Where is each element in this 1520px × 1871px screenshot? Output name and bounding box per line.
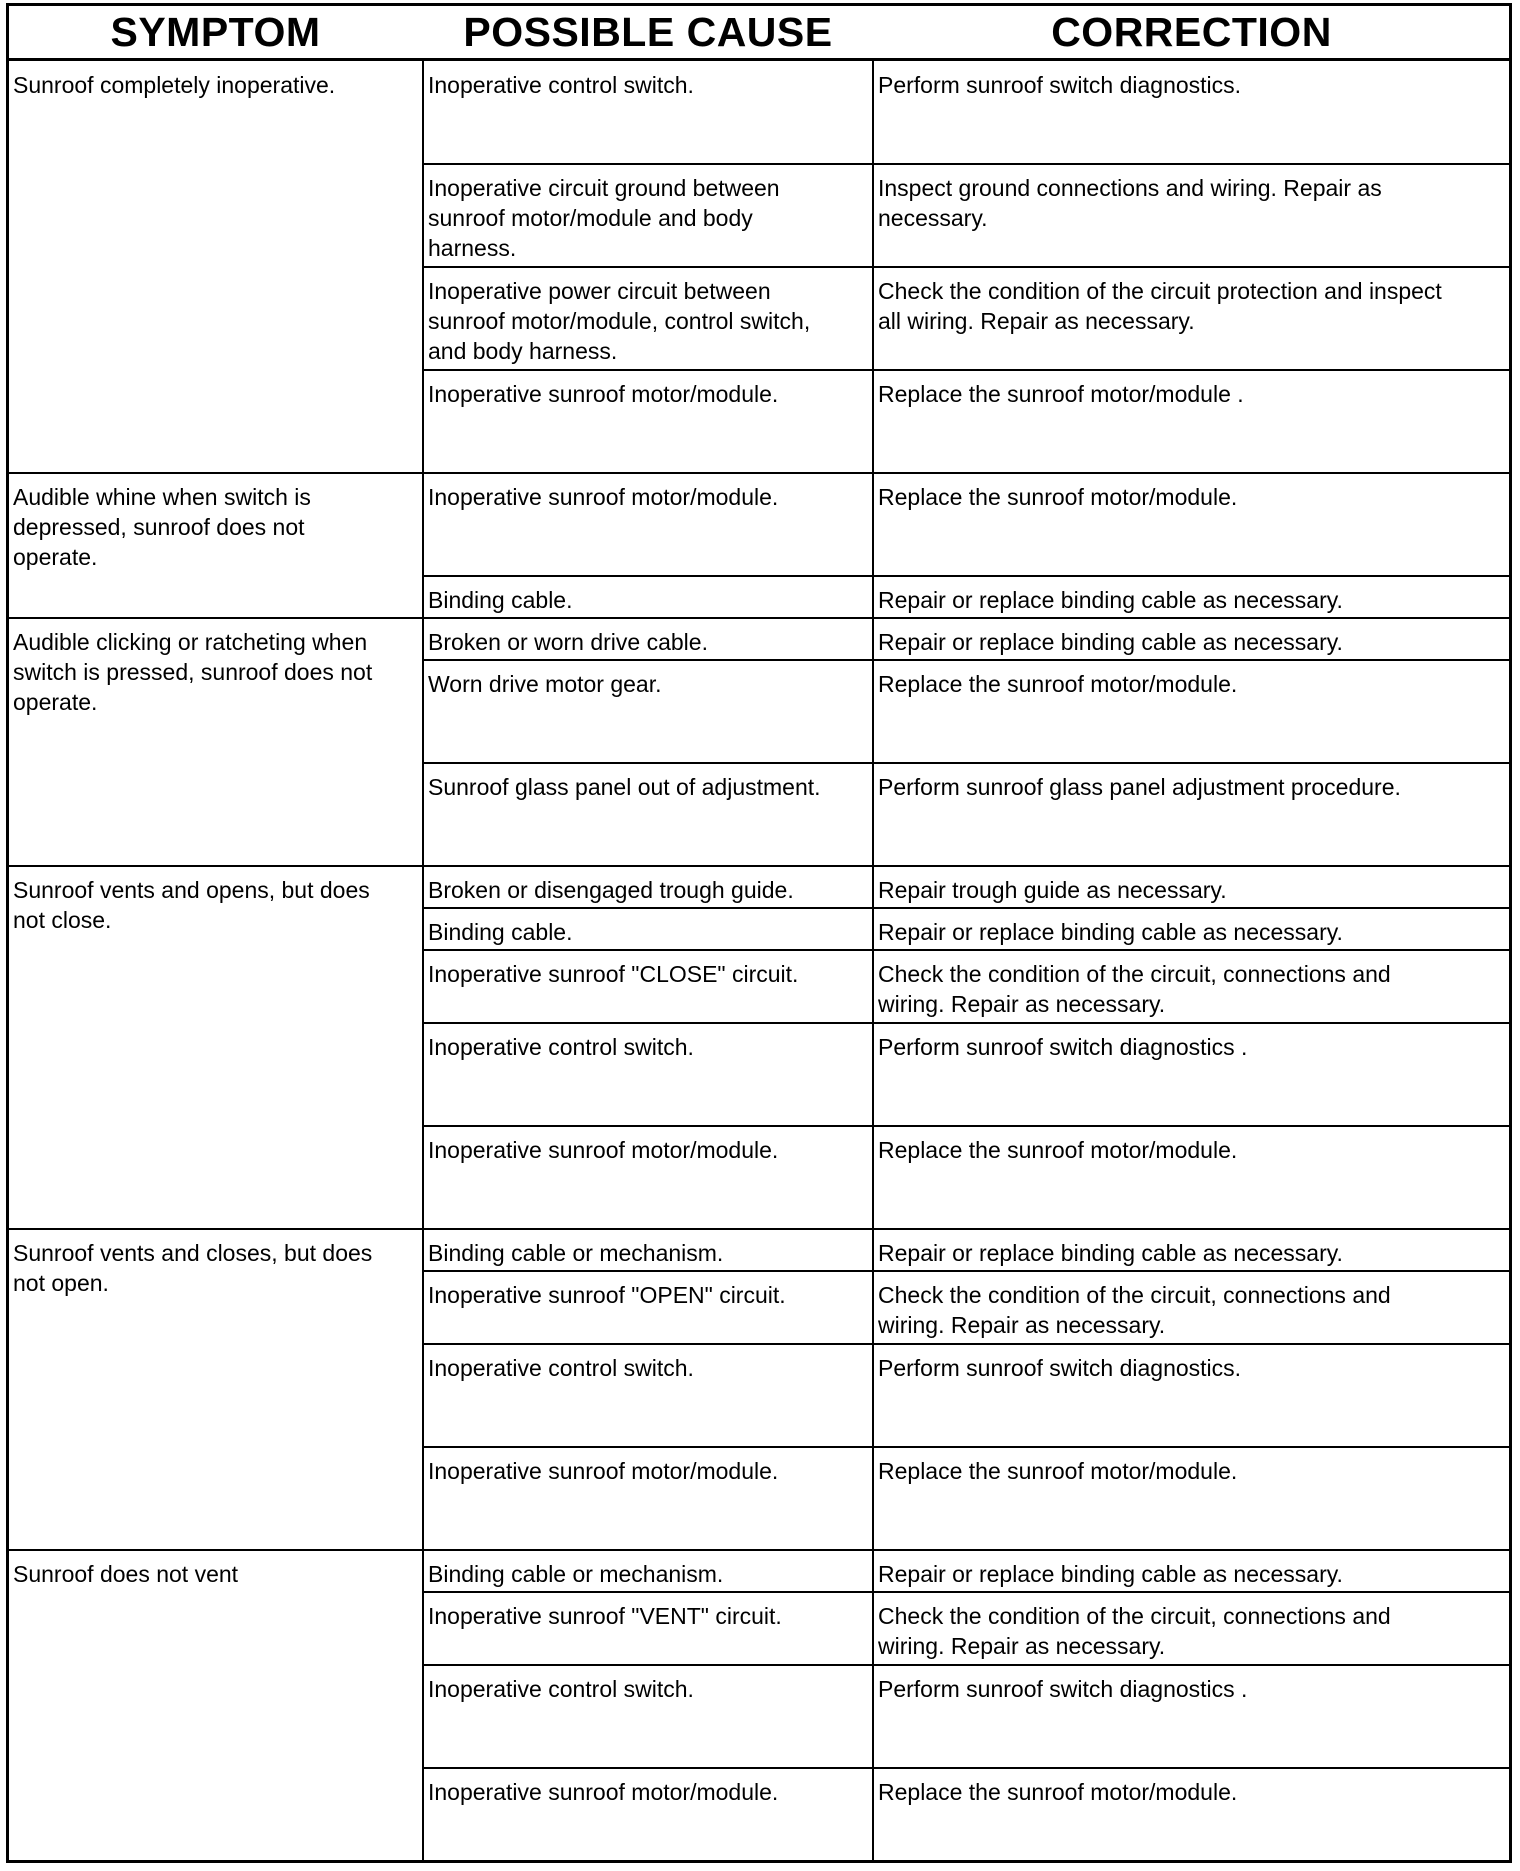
cause-cell: Inoperative sunroof "CLOSE" circuit. <box>428 961 799 987</box>
cause-cell: Binding cable. <box>428 587 573 613</box>
correction-cell: Perform sunroof switch diagnostics. <box>878 1355 1242 1381</box>
correction-cell: Repair or replace binding cable as necessary. <box>878 629 1343 655</box>
correction-cell: Perform sunroof switch diagnostics . <box>878 1034 1248 1060</box>
correction-cell: Repair trough guide as necessary. <box>878 877 1227 903</box>
cause-cell: Sunroof glass panel out of adjustment. <box>428 774 821 800</box>
symptom-cell: Audible clicking or ratcheting when switch is pressed, sunroof does not operate. <box>13 629 373 715</box>
correction-cell: Replace the sunroof motor/module. <box>878 484 1238 510</box>
correction-cell: Check the condition of the circuit, connections and wiring. Repair as necessary. <box>878 1603 1391 1659</box>
cause-cell: Inoperative circuit ground between sunroof motor/module and body harness. <box>428 175 780 261</box>
correction-cell: Perform sunroof switch diagnostics. <box>878 72 1242 98</box>
symptom-cell: Sunroof does not vent <box>13 1561 239 1587</box>
symptom-cell: Sunroof vents and closes, but does not open. <box>13 1240 373 1296</box>
cause-cell: Inoperative sunroof motor/module. <box>428 381 779 407</box>
header-symptom: SYMPTOM <box>110 8 321 55</box>
symptom-cell: Sunroof vents and opens, but does not close. <box>13 877 370 933</box>
cause-cell: Binding cable. <box>428 919 573 945</box>
correction-cell: Repair or replace binding cable as necessary. <box>878 919 1343 945</box>
cause-cell: Inoperative control switch. <box>428 1676 694 1702</box>
correction-cell: Replace the sunroof motor/module. <box>878 1137 1238 1163</box>
cause-cell: Inoperative sunroof motor/module. <box>428 1137 779 1163</box>
symptom-cell: Audible whine when switch is depressed, sunroof does not operate. <box>13 484 311 570</box>
correction-cell: Perform sunroof glass panel adjustment procedure. <box>878 774 1401 800</box>
diagnosis-table <box>6 3 1512 1863</box>
cause-cell: Inoperative sunroof "VENT" circuit. <box>428 1603 782 1629</box>
cause-cell: Inoperative sunroof motor/module. <box>428 1779 779 1805</box>
correction-cell: Repair or replace binding cable as necessary. <box>878 1240 1343 1266</box>
cause-cell: Binding cable or mechanism. <box>428 1561 724 1587</box>
symptom-cell: Sunroof completely inoperative. <box>13 72 336 98</box>
header-possible-cause: POSSIBLE CAUSE <box>463 8 833 55</box>
correction-cell: Repair or replace binding cable as necessary. <box>878 1561 1343 1587</box>
header-correction: CORRECTION <box>1051 8 1332 55</box>
cause-cell: Inoperative control switch. <box>428 1355 694 1381</box>
cause-cell: Inoperative control switch. <box>428 1034 694 1060</box>
cause-cell: Inoperative sunroof motor/module. <box>428 1458 779 1484</box>
correction-cell: Repair or replace binding cable as necessary. <box>878 587 1343 613</box>
cause-cell: Worn drive motor gear. <box>428 671 662 697</box>
correction-cell: Perform sunroof switch diagnostics . <box>878 1676 1248 1702</box>
cause-cell: Inoperative power circuit between sunroof motor/module, control switch, and body harness. <box>428 278 811 364</box>
cause-cell: Inoperative sunroof "OPEN" circuit. <box>428 1282 786 1308</box>
correction-cell: Check the condition of the circuit protection and inspect all wiring. Repair as necessary. <box>878 278 1442 334</box>
correction-cell: Inspect ground connections and wiring. Repair as necessary. <box>878 175 1382 231</box>
cause-cell: Inoperative sunroof motor/module. <box>428 484 779 510</box>
correction-cell: Replace the sunroof motor/module. <box>878 1458 1238 1484</box>
cause-cell: Broken or disengaged trough guide. <box>428 877 794 903</box>
cause-cell: Binding cable or mechanism. <box>428 1240 724 1266</box>
cause-cell: Inoperative control switch. <box>428 72 694 98</box>
cause-cell: Broken or worn drive cable. <box>428 629 708 655</box>
correction-cell: Check the condition of the circuit, connections and wiring. Repair as necessary. <box>878 961 1391 1017</box>
correction-cell: Replace the sunroof motor/module. <box>878 671 1238 697</box>
correction-cell: Check the condition of the circuit, connections and wiring. Repair as necessary. <box>878 1282 1391 1338</box>
correction-cell: Replace the sunroof motor/module . <box>878 381 1244 407</box>
correction-cell: Replace the sunroof motor/module. <box>878 1779 1238 1805</box>
